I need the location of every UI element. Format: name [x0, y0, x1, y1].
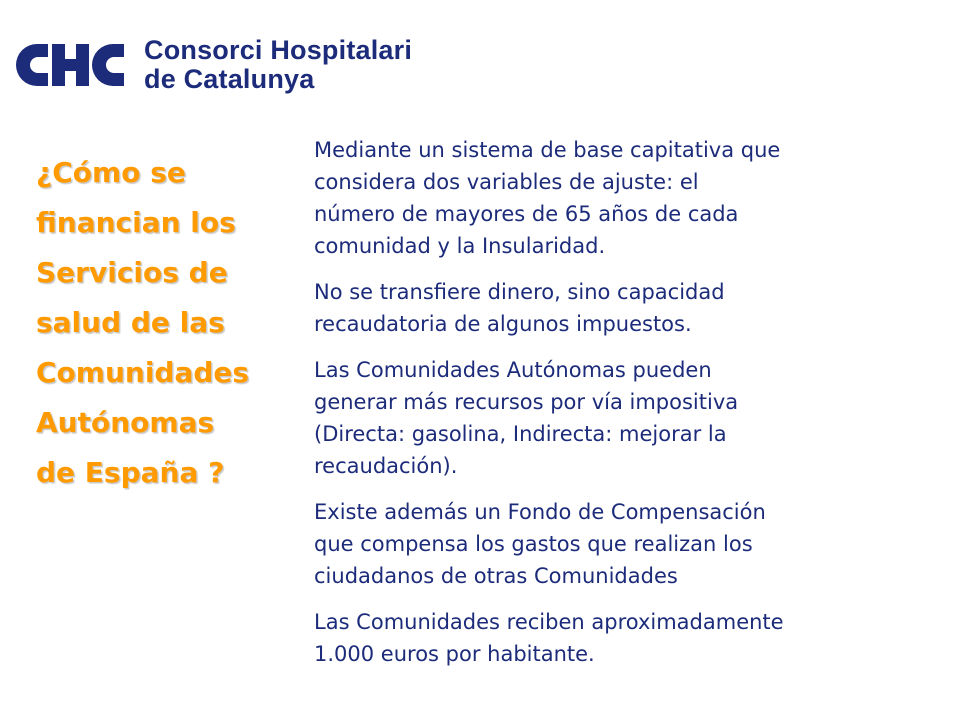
logo-line-2: de Catalunya: [144, 64, 315, 94]
question-line: ¿Cómo se: [36, 156, 186, 189]
text-line: recaudatoria de algunos impuestos.: [314, 312, 692, 336]
question-line: Comunidades: [36, 356, 250, 389]
text-line: comunidad y la Insularidad.: [314, 234, 606, 258]
text-line: que compensa los gastos que realizan los: [314, 532, 753, 556]
text-line: Las Comunidades Autónomas pueden: [314, 358, 712, 382]
text-line: ciudadanos de otras Comunidades: [314, 564, 678, 588]
logo: [14, 36, 414, 96]
text-line: generar más recursos por vía impositiva: [314, 390, 739, 414]
text-line: Las Comunidades reciben aproximadamente: [314, 610, 784, 634]
question-line: Servicios de: [36, 256, 228, 289]
paragraph-compensation-fund: [314, 496, 944, 592]
text-line: Mediante un sistema de base capitativa que: [314, 138, 781, 162]
chc-logo-mark: [14, 42, 126, 88]
answer-text: [314, 134, 944, 684]
text-line: (Directa: gasolina, Indirecta: mejorar la: [314, 422, 727, 446]
question-line: financian los: [36, 206, 236, 239]
question-line: de España ?: [36, 456, 225, 489]
paragraph-tax-capacity: [314, 276, 944, 340]
text-line: 1.000 euros por habitante.: [314, 642, 595, 666]
logo-line-1: Consorci Hospitalari: [144, 35, 413, 65]
paragraph-per-capita: [314, 606, 944, 670]
text-line: Existe además un Fondo de Compensación: [314, 500, 766, 524]
question-heading: [36, 148, 286, 498]
paragraph-resources: [314, 354, 944, 482]
question-line: salud de las: [36, 306, 225, 339]
text-line: número de mayores de 65 años de cada: [314, 202, 739, 226]
logo-text: [144, 36, 412, 94]
question-line: Autónomas: [36, 406, 215, 439]
text-line: No se transfiere dinero, sino capacidad: [314, 280, 725, 304]
paragraph-capitation: [314, 134, 944, 262]
text-line: considera dos variables de ajuste: el: [314, 170, 699, 194]
text-line: recaudación).: [314, 454, 458, 478]
